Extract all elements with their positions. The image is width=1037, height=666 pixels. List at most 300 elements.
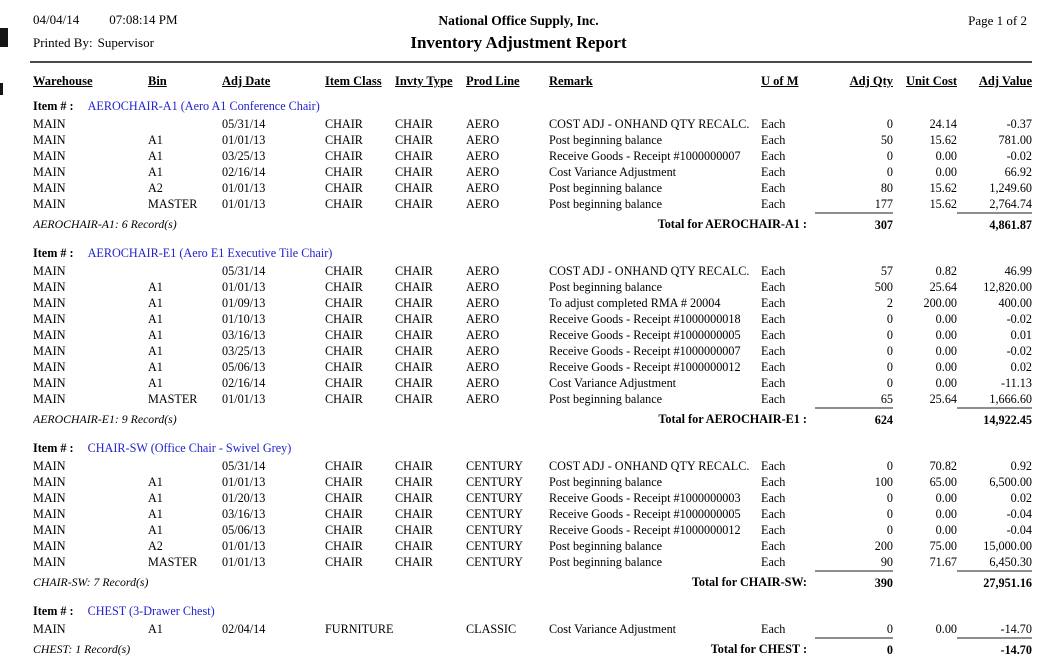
prod-line-cell: AERO <box>466 279 500 294</box>
adj-date-cell: 05/31/14 <box>222 116 266 131</box>
adj-value-cell: 46.99 <box>1004 263 1032 278</box>
unit-cost-cell: 0.00 <box>935 375 957 390</box>
bin-cell: A1 <box>148 506 163 521</box>
item-class-cell: CHAIR <box>325 391 363 406</box>
col-header-item-class: Item Class <box>325 74 382 88</box>
prod-line-cell: AERO <box>466 311 500 326</box>
col-header-bin: Bin <box>148 74 167 88</box>
table-row <box>33 359 1032 375</box>
adj-value-cell: 0.01 <box>1010 327 1032 342</box>
warehouse-cell: MAIN <box>33 196 66 211</box>
remark-cell: Post beginning balance <box>549 391 663 406</box>
adj-qty-cell: 0 <box>886 359 893 374</box>
unit-cost-cell: 15.62 <box>929 180 957 195</box>
table-row <box>33 343 1032 359</box>
prod-line-cell: CENTURY <box>466 474 523 489</box>
uofm-cell: Each <box>761 180 786 195</box>
adj-date-cell: 01/20/13 <box>222 490 266 505</box>
uofm-cell: Each <box>761 621 786 636</box>
prod-line-cell: CENTURY <box>466 538 523 553</box>
table-row <box>33 621 1032 638</box>
adj-date-cell: 01/01/13 <box>222 279 266 294</box>
group-record-count: AEROCHAIR-E1: 9 Record(s) <box>33 412 177 426</box>
group-total-label: Total for CHEST : <box>710 642 807 656</box>
invty-type-cell: CHAIR <box>395 164 433 179</box>
adj-date-cell: 01/01/13 <box>222 538 266 553</box>
adj-value-cell: 400.00 <box>998 295 1032 310</box>
adj-date-cell: 01/01/13 <box>222 180 266 195</box>
adj-value-cell: -11.13 <box>1000 375 1032 390</box>
bin-cell: A1 <box>148 279 163 294</box>
item-header-row <box>33 436 1032 458</box>
table-row <box>33 148 1032 164</box>
unit-cost-cell: 24.14 <box>929 116 957 131</box>
adj-qty-cell: 0 <box>886 311 893 326</box>
column-header-row <box>33 70 1032 94</box>
printed-by-value: Supervisor <box>97 35 154 50</box>
group-total-row <box>33 638 1032 666</box>
uofm-cell: Each <box>761 375 786 390</box>
adj-value-cell: -0.02 <box>1006 343 1032 358</box>
warehouse-cell: MAIN <box>33 132 66 147</box>
invty-type-cell: CHAIR <box>395 263 433 278</box>
group-total-qty: 0 <box>815 638 893 666</box>
uofm-cell: Each <box>761 506 786 521</box>
adj-value-cell: -0.02 <box>1006 311 1032 326</box>
prod-line-cell: CENTURY <box>466 458 523 473</box>
item-header-cell <box>33 94 1032 116</box>
remark-cell: Cost Variance Adjustment <box>549 164 677 179</box>
item-class-cell: CHAIR <box>325 375 363 390</box>
uofm-cell: Each <box>761 164 786 179</box>
group-total-value: 4,861.87 <box>957 213 1032 241</box>
adj-date-cell: 01/01/13 <box>222 196 266 211</box>
prod-line-cell: CENTURY <box>466 490 523 505</box>
item-class-cell: CHAIR <box>325 164 363 179</box>
item-class-cell: CHAIR <box>325 538 363 553</box>
item-class-cell: CHAIR <box>325 180 363 195</box>
warehouse-cell: MAIN <box>33 538 66 553</box>
prod-line-cell: AERO <box>466 359 500 374</box>
item-class-cell: CHAIR <box>325 554 363 569</box>
item-class-cell: CHAIR <box>325 148 363 163</box>
remark-cell: Post beginning balance <box>549 132 663 147</box>
table-row <box>33 375 1032 391</box>
invty-type-cell: CHAIR <box>395 474 433 489</box>
table-row <box>33 295 1032 311</box>
prod-line-cell: AERO <box>466 343 500 358</box>
bin-cell <box>148 116 222 132</box>
invty-type-cell: CHAIR <box>395 343 433 358</box>
item-link[interactable]: CHAIR-SW (Office Chair - Swivel Grey) <box>87 441 292 455</box>
item-class-cell: CHAIR <box>325 359 363 374</box>
bin-cell <box>148 263 222 279</box>
report-table <box>33 70 1032 666</box>
adj-value-cell: 1,249.60 <box>989 180 1032 195</box>
col-header-adj-qty: Adj Qty <box>849 74 893 88</box>
remark-cell: COST ADJ - ONHAND QTY RECALC. <box>549 116 750 131</box>
uofm-cell: Each <box>761 391 786 406</box>
adj-qty-cell: 0 <box>886 343 893 358</box>
table-row <box>33 263 1032 279</box>
remark-cell: Post beginning balance <box>549 538 663 553</box>
group-total-spacer <box>893 571 957 599</box>
adj-value-cell: -14.70 <box>1000 621 1032 636</box>
invty-type-cell: CHAIR <box>395 391 433 406</box>
adj-qty-cell: 65 <box>880 391 893 406</box>
item-link[interactable]: CHEST (3-Drawer Chest) <box>87 604 215 618</box>
group-total-label: Total for AEROCHAIR-E1 : <box>658 412 807 426</box>
group-total-qty: 624 <box>815 408 893 436</box>
group-total-label: Total for CHAIR-SW: <box>691 575 807 589</box>
invty-type-cell: CHAIR <box>395 506 433 521</box>
remark-cell: Post beginning balance <box>549 474 663 489</box>
bin-cell: A1 <box>148 343 163 358</box>
table-row <box>33 180 1032 196</box>
warehouse-cell: MAIN <box>33 148 66 163</box>
item-class-cell: CHAIR <box>325 295 363 310</box>
item-class-cell: CHAIR <box>325 474 363 489</box>
adj-date-cell: 01/09/13 <box>222 295 266 310</box>
uofm-cell: Each <box>761 279 786 294</box>
table-row <box>33 490 1032 506</box>
group-total-row <box>33 213 1032 241</box>
remark-cell: To adjust completed RMA # 20004 <box>549 295 721 310</box>
prod-line-cell: AERO <box>466 375 500 390</box>
adj-qty-cell: 0 <box>886 375 893 390</box>
adj-qty-cell: 200 <box>874 538 893 553</box>
table-row <box>33 474 1032 490</box>
adj-qty-cell: 0 <box>886 506 893 521</box>
adj-date-cell: 01/01/13 <box>222 132 266 147</box>
prod-line-cell: CENTURY <box>466 506 523 521</box>
printed-by-label: Printed By: <box>33 35 93 50</box>
prod-line-cell: AERO <box>466 132 500 147</box>
warehouse-cell: MAIN <box>33 506 66 521</box>
prod-line-cell: AERO <box>466 180 500 195</box>
adj-qty-cell: 57 <box>880 263 893 278</box>
unit-cost-cell: 0.00 <box>935 506 957 521</box>
bin-cell: A1 <box>148 295 163 310</box>
item-number-label: Item # : <box>33 246 74 260</box>
remark-cell: Receive Goods - Receipt #1000000018 <box>549 311 741 326</box>
group-summary-cell <box>33 571 815 599</box>
adj-date-cell: 01/01/13 <box>222 554 266 569</box>
adj-value-cell: 66.92 <box>1004 164 1032 179</box>
group-total-spacer <box>893 408 957 436</box>
prod-line-cell: AERO <box>466 327 500 342</box>
invty-type-cell: CHAIR <box>395 196 433 211</box>
prod-line-cell: AERO <box>466 391 500 406</box>
remark-cell: COST ADJ - ONHAND QTY RECALC. <box>549 263 750 278</box>
invty-type-cell: CHAIR <box>395 458 433 473</box>
group-total-row <box>33 571 1032 599</box>
report-area <box>33 70 1032 666</box>
warehouse-cell: MAIN <box>33 343 66 358</box>
warehouse-cell: MAIN <box>33 180 66 195</box>
item-class-cell: CHAIR <box>325 458 363 473</box>
invty-type-cell: CHAIR <box>395 279 433 294</box>
warehouse-cell: MAIN <box>33 164 66 179</box>
col-header-prod-line: Prod Line <box>466 74 520 88</box>
screen-edge-artifact <box>0 83 3 95</box>
item-class-cell: CHAIR <box>325 279 363 294</box>
table-row <box>33 116 1032 132</box>
adj-qty-cell: 80 <box>880 180 893 195</box>
group-summary-cell <box>33 638 815 666</box>
remark-cell: Post beginning balance <box>549 279 663 294</box>
uofm-cell: Each <box>761 116 786 131</box>
unit-cost-cell: 25.64 <box>929 391 957 406</box>
bin-cell: A1 <box>148 621 163 636</box>
report-body <box>33 94 1032 666</box>
bin-cell: A1 <box>148 375 163 390</box>
remark-cell: Cost Variance Adjustment <box>549 621 677 636</box>
adj-value-cell: 6,450.30 <box>989 554 1032 569</box>
remark-cell: Receive Goods - Receipt #1000000007 <box>549 148 741 163</box>
table-row <box>33 279 1032 295</box>
adj-qty-cell: 0 <box>886 522 893 537</box>
bin-cell: A1 <box>148 327 163 342</box>
remark-cell: Receive Goods - Receipt #1000000012 <box>549 522 741 537</box>
warehouse-cell: MAIN <box>33 263 66 278</box>
group-total-qty: 307 <box>815 213 893 241</box>
company-name: National Office Supply, Inc. <box>438 13 599 28</box>
warehouse-cell: MAIN <box>33 522 66 537</box>
invty-type-cell: CHAIR <box>395 327 433 342</box>
bin-cell: A1 <box>148 474 163 489</box>
item-header-cell <box>33 436 1032 458</box>
uofm-cell: Each <box>761 196 786 211</box>
item-class-cell: CHAIR <box>325 263 363 278</box>
unit-cost-cell: 0.82 <box>935 263 957 278</box>
bin-cell: MASTER <box>148 391 198 406</box>
adj-date-cell: 01/10/13 <box>222 311 266 326</box>
adj-date-cell: 01/01/13 <box>222 474 266 489</box>
unit-cost-cell: 75.00 <box>929 538 957 553</box>
adj-value-cell: 0.92 <box>1010 458 1032 473</box>
col-header-invty-type: Invty Type <box>395 74 453 88</box>
bin-cell: A2 <box>148 538 163 553</box>
prod-line-cell: CENTURY <box>466 522 523 537</box>
item-class-cell: CHAIR <box>325 490 363 505</box>
prod-line-cell: AERO <box>466 263 500 278</box>
uofm-cell: Each <box>761 132 786 147</box>
unit-cost-cell: 0.00 <box>935 490 957 505</box>
print-date: 04/04/14 <box>33 12 80 27</box>
unit-cost-cell: 0.00 <box>935 148 957 163</box>
warehouse-cell: MAIN <box>33 279 66 294</box>
bin-cell: MASTER <box>148 554 198 569</box>
adj-date-cell: 02/16/14 <box>222 375 266 390</box>
adj-date-cell: 02/04/14 <box>222 621 266 636</box>
adj-date-cell: 03/16/13 <box>222 327 266 342</box>
group-total-value: 14,922.45 <box>957 408 1032 436</box>
remark-cell: Receive Goods - Receipt #1000000007 <box>549 343 741 358</box>
unit-cost-cell: 0.00 <box>935 343 957 358</box>
header-divider <box>30 61 1032 63</box>
adj-value-cell: 15,000.00 <box>983 538 1032 553</box>
warehouse-cell: MAIN <box>33 311 66 326</box>
adj-date-cell: 01/01/13 <box>222 391 266 406</box>
adj-value-cell: -0.04 <box>1006 522 1032 537</box>
adj-value-cell: 1,666.60 <box>989 391 1032 406</box>
item-header-row <box>33 599 1032 621</box>
warehouse-cell: MAIN <box>33 375 66 390</box>
bin-cell: A1 <box>148 522 163 537</box>
item-header-cell <box>33 241 1032 263</box>
group-total-value: -14.70 <box>957 638 1032 666</box>
uofm-cell: Each <box>761 522 786 537</box>
adj-qty-cell: 500 <box>874 279 893 294</box>
remark-cell: Post beginning balance <box>549 196 663 211</box>
adj-value-cell: 12,820.00 <box>983 279 1032 294</box>
prod-line-cell: CENTURY <box>466 554 523 569</box>
adj-date-cell: 05/31/14 <box>222 458 266 473</box>
item-link[interactable]: AEROCHAIR-E1 (Aero E1 Executive Tile Chair) <box>87 246 333 260</box>
unit-cost-cell: 0.00 <box>935 327 957 342</box>
unit-cost-cell: 70.82 <box>929 458 957 473</box>
item-class-cell: CHAIR <box>325 327 363 342</box>
bin-cell: A1 <box>148 359 163 374</box>
invty-type-cell: CHAIR <box>395 359 433 374</box>
warehouse-cell: MAIN <box>33 116 66 131</box>
uofm-cell: Each <box>761 343 786 358</box>
group-record-count: AEROCHAIR-A1: 6 Record(s) <box>33 217 177 231</box>
adj-qty-cell: 90 <box>880 554 893 569</box>
table-row <box>33 506 1032 522</box>
bin-cell: A1 <box>148 164 163 179</box>
item-number-label: Item # : <box>33 99 74 113</box>
bin-cell <box>148 458 222 474</box>
item-number-label: Item # : <box>33 604 74 618</box>
uofm-cell: Each <box>761 295 786 310</box>
unit-cost-cell: 25.64 <box>929 279 957 294</box>
uofm-cell: Each <box>761 311 786 326</box>
page-indicator: Page 1 of 2 <box>968 13 1027 28</box>
bin-cell: A1 <box>148 311 163 326</box>
unit-cost-cell: 200.00 <box>923 295 957 310</box>
adj-value-cell: 2,764.74 <box>989 196 1032 211</box>
warehouse-cell: MAIN <box>33 295 66 310</box>
adj-qty-cell: 0 <box>886 164 893 179</box>
warehouse-cell: MAIN <box>33 458 66 473</box>
adj-date-cell: 03/25/13 <box>222 343 266 358</box>
item-header-row <box>33 94 1032 116</box>
table-row <box>33 132 1032 148</box>
bin-cell: A1 <box>148 132 163 147</box>
table-row <box>33 458 1032 474</box>
remark-cell: Post beginning balance <box>549 554 663 569</box>
bin-cell: A1 <box>148 148 163 163</box>
adj-value-cell: 6,500.00 <box>989 474 1032 489</box>
invty-type-cell: CHAIR <box>395 490 433 505</box>
adj-date-cell: 02/16/14 <box>222 164 266 179</box>
table-row <box>33 522 1032 538</box>
item-class-cell: FURNITURE <box>325 621 394 636</box>
unit-cost-cell: 0.00 <box>935 164 957 179</box>
adj-value-cell: 0.02 <box>1010 359 1032 374</box>
warehouse-cell: MAIN <box>33 490 66 505</box>
item-number-label: Item # : <box>33 441 74 455</box>
invty-type-cell: CHAIR <box>395 538 433 553</box>
adj-date-cell: 03/25/13 <box>222 148 266 163</box>
item-class-cell: CHAIR <box>325 132 363 147</box>
item-class-cell: CHAIR <box>325 196 363 211</box>
remark-cell: Receive Goods - Receipt #1000000005 <box>549 506 741 521</box>
remark-cell: Post beginning balance <box>549 180 663 195</box>
group-total-qty: 390 <box>815 571 893 599</box>
prod-line-cell: AERO <box>466 164 500 179</box>
remark-cell: Receive Goods - Receipt #1000000003 <box>549 490 741 505</box>
adj-date-cell: 05/06/13 <box>222 359 266 374</box>
adj-qty-cell: 0 <box>886 148 893 163</box>
item-link[interactable]: AEROCHAIR-A1 (Aero A1 Conference Chair) <box>87 99 320 113</box>
item-class-cell: CHAIR <box>325 522 363 537</box>
col-header-adj-date: Adj Date <box>222 74 271 88</box>
uofm-cell: Each <box>761 554 786 569</box>
invty-type-cell: CHAIR <box>395 295 433 310</box>
adj-qty-cell: 50 <box>880 132 893 147</box>
table-row <box>33 311 1032 327</box>
table-row <box>33 391 1032 408</box>
table-row <box>33 164 1032 180</box>
group-total-row <box>33 408 1032 436</box>
group-total-spacer <box>893 213 957 241</box>
unit-cost-cell: 0.00 <box>935 522 957 537</box>
group-total-label: Total for AEROCHAIR-A1 : <box>657 217 807 231</box>
uofm-cell: Each <box>761 490 786 505</box>
warehouse-cell: MAIN <box>33 621 66 636</box>
remark-cell: Receive Goods - Receipt #1000000005 <box>549 327 741 342</box>
bin-cell: MASTER <box>148 196 198 211</box>
invty-type-cell: CHAIR <box>395 132 433 147</box>
bin-cell: A2 <box>148 180 163 195</box>
adj-qty-cell: 2 <box>886 295 893 310</box>
adj-value-cell: 781.00 <box>998 132 1032 147</box>
invty-type-cell: CHAIR <box>395 148 433 163</box>
unit-cost-cell: 71.67 <box>929 554 957 569</box>
item-class-cell: CHAIR <box>325 343 363 358</box>
remark-cell: Cost Variance Adjustment <box>549 375 677 390</box>
prod-line-cell: AERO <box>466 116 500 131</box>
col-header-warehouse: Warehouse <box>33 74 93 88</box>
invty-type-cell: CHAIR <box>395 180 433 195</box>
adj-qty-cell: 0 <box>886 116 893 131</box>
col-header-remark: Remark <box>549 74 593 88</box>
unit-cost-cell: 0.00 <box>935 311 957 326</box>
group-summary-cell <box>33 408 815 436</box>
warehouse-cell: MAIN <box>33 554 66 569</box>
bin-cell: A1 <box>148 490 163 505</box>
group-record-count: CHEST: 1 Record(s) <box>33 642 131 656</box>
uofm-cell: Each <box>761 148 786 163</box>
col-header-adj-value: Adj Value <box>978 74 1032 88</box>
group-total-spacer <box>893 638 957 666</box>
item-class-cell: CHAIR <box>325 116 363 131</box>
invty-type-cell: CHAIR <box>395 311 433 326</box>
group-summary-cell <box>33 213 815 241</box>
prod-line-cell: CLASSIC <box>466 621 517 636</box>
uofm-cell: Each <box>761 538 786 553</box>
adj-value-cell: 0.02 <box>1010 490 1032 505</box>
invty-type-cell: CHAIR <box>395 554 433 569</box>
invty-type-cell: CHAIR <box>395 375 433 390</box>
col-header-unit-cost: Unit Cost <box>905 74 957 88</box>
item-header-cell <box>33 599 1032 621</box>
table-row <box>33 538 1032 554</box>
warehouse-cell: MAIN <box>33 391 66 406</box>
